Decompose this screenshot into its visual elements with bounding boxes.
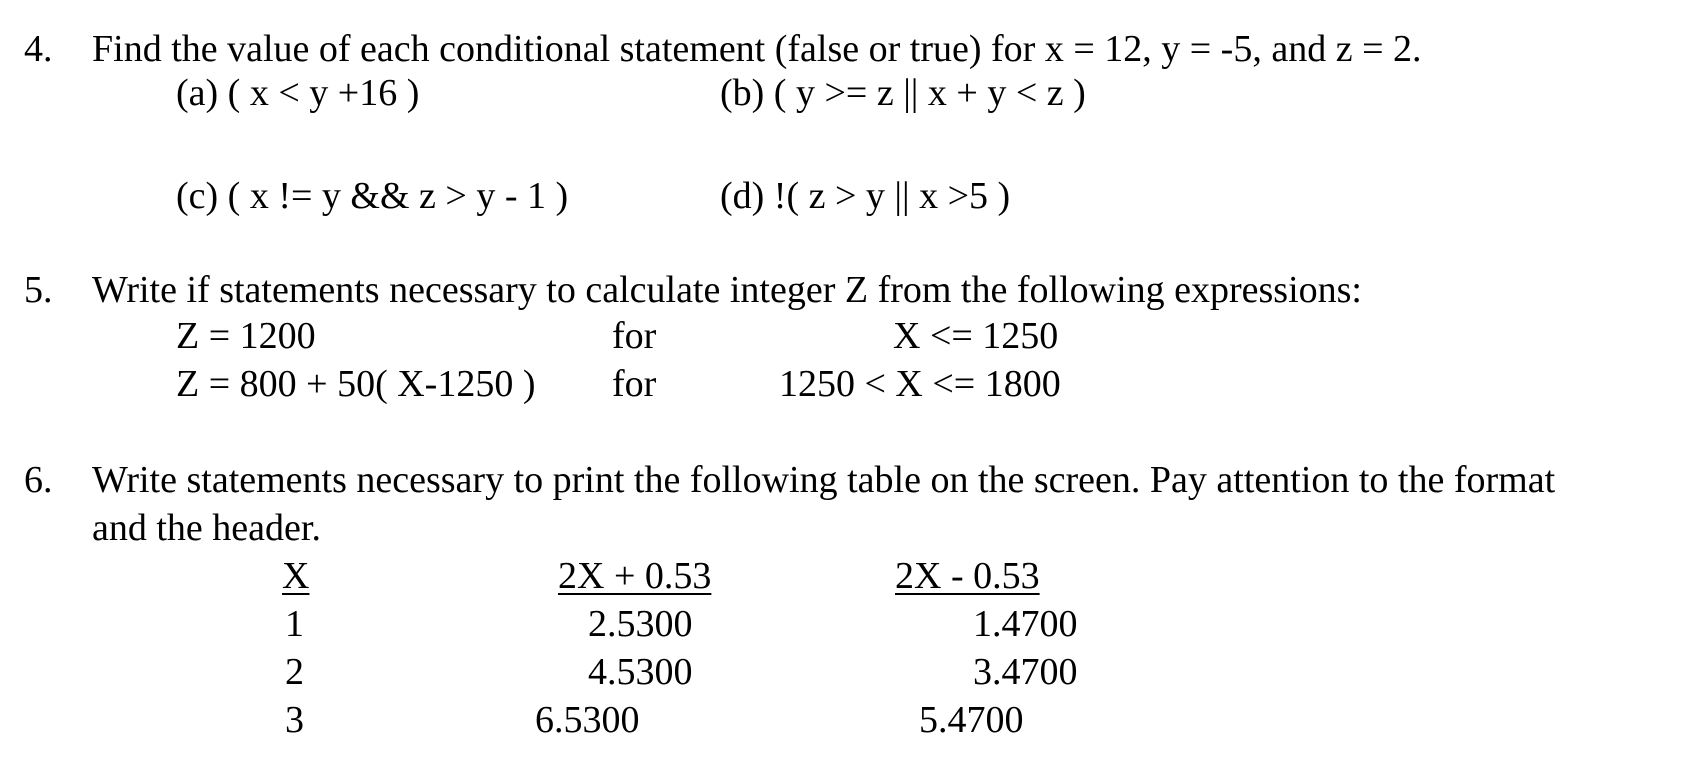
table-header-2x-plus: 2X + 0.53: [558, 555, 712, 597]
question-6-prompt-line-1: Write statements necessary to print the following table on the screen. Pay attention to the format: [92, 459, 1556, 501]
table-cell-minus: 3.4700: [973, 651, 1078, 693]
table-header-2x-minus: 2X - 0.53: [895, 555, 1040, 597]
question-4-item-b: (b) ( y >= z || x + y < z ): [720, 72, 1086, 114]
question-4-item-d: (d) !( z > y || x >5 ): [720, 175, 1011, 217]
table-cell-x: 1: [285, 603, 304, 645]
table-cell-minus: 1.4700: [973, 603, 1078, 645]
question-5-number: 5.: [24, 269, 53, 311]
question-4-item-c: (c) ( x != y && z > y - 1 ): [176, 175, 569, 217]
question-5-row-2-expression: Z = 800 + 50( X-1250 ): [176, 363, 536, 405]
question-6-prompt-line-2: and the header.: [92, 507, 321, 549]
table-cell-x: 2: [285, 651, 304, 693]
table-cell-minus: 5.4700: [919, 699, 1024, 741]
table-cell-plus: 2.5300: [588, 603, 693, 645]
table-cell-plus: 6.5300: [535, 699, 640, 741]
table-cell-x: 3: [285, 699, 304, 741]
table-header-x: X: [282, 555, 310, 597]
table-cell-plus: 4.5300: [588, 651, 693, 693]
question-4-prompt: Find the value of each conditional statement (false or true) for x = 12, y = -5, and z = 2.: [92, 28, 1422, 70]
question-5-row-1-for: for: [612, 315, 657, 357]
question-5-row-1-condition: X <= 1250: [893, 315, 1059, 357]
question-5-row-2-for: for: [612, 363, 657, 405]
question-4-item-a: (a) ( x < y +16 ): [176, 72, 420, 114]
question-5-row-2-condition: 1250 < X <= 1800: [779, 363, 1061, 405]
question-6-number: 6.: [24, 459, 53, 501]
question-5-row-1-expression: Z = 1200: [176, 315, 316, 357]
question-5-prompt: Write if statements necessary to calculate integer Z from the following expressions:: [92, 269, 1362, 311]
question-4-number: 4.: [24, 28, 53, 70]
